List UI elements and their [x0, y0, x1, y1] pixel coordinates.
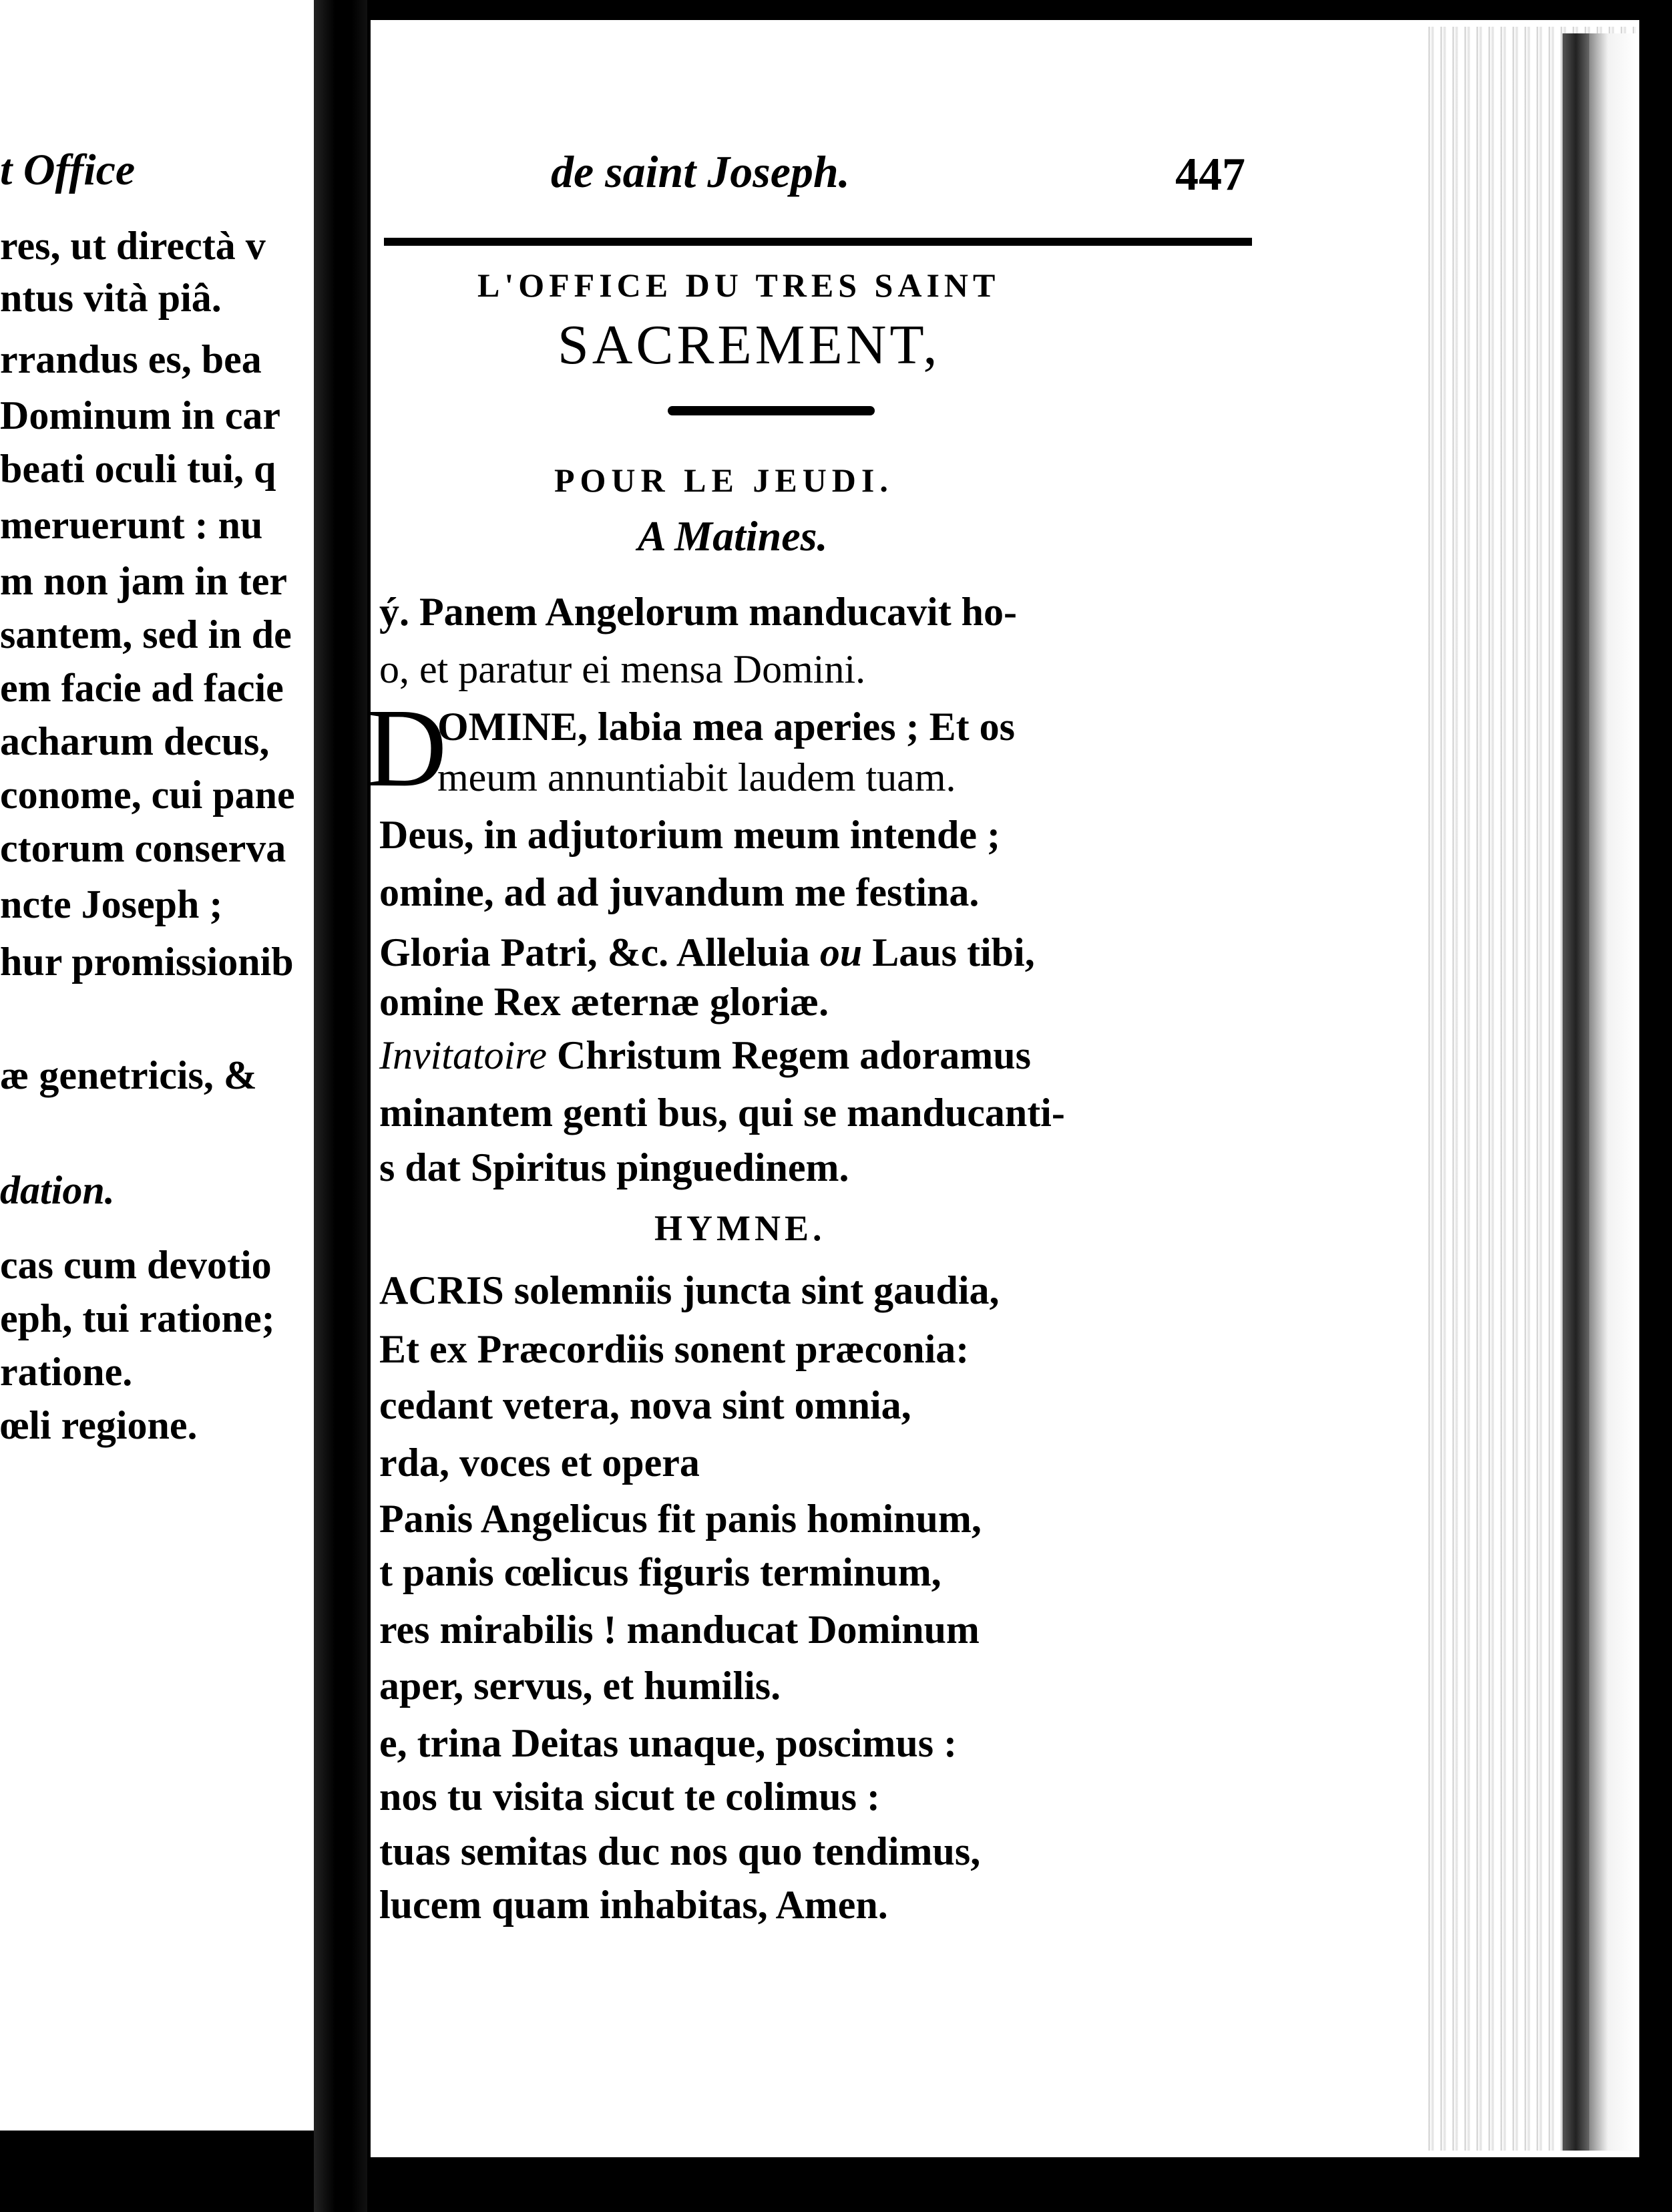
invitatory-line: [379, 1035, 1031, 1075]
hymn-line: rda, voces et opera: [379, 1441, 700, 1485]
prayer-line: omine Rex æternæ gloriæ.: [379, 980, 829, 1024]
hour-heading: A Matines.: [638, 512, 828, 560]
left-text-line: eph, tui ratione;: [0, 1296, 275, 1340]
left-text-line: ncte Joseph ;: [0, 882, 223, 926]
page-edges-shadow: [1562, 33, 1589, 2151]
left-text-line: beati oculi tui, q: [0, 447, 276, 491]
office-title-main: SACREMENT,: [558, 314, 941, 376]
prayer-text: ou: [819, 930, 863, 974]
invitatory-line: s dat Spiritus pinguedinem.: [379, 1145, 849, 1189]
day-heading: POUR LE JEUDI.: [554, 462, 893, 499]
left-text-line: ctorum conserva: [0, 826, 286, 870]
hymn-line: t panis cœlicus figuris terminum,: [379, 1550, 942, 1594]
prayer-text: Gloria Patri, &c. Alleluia: [379, 930, 820, 974]
office-title: L'OFFICE DU TRES SAINT: [477, 266, 1000, 304]
versicle-line: o, et paratur ei mensa Domini.: [379, 647, 866, 691]
prayer-line: OMINE, labia mea aperies ; Et os: [437, 705, 1015, 749]
left-text-line: dation.: [0, 1168, 115, 1212]
invitatory-text: Christum Regem adoramus: [547, 1033, 1031, 1077]
hymn-heading: HYMNE.: [654, 1208, 826, 1248]
left-text-line: m non jam in ter: [0, 559, 287, 603]
left-text-line: conome, cui pane: [0, 773, 295, 817]
hymn-line: nos tu visita sicut te colimus :: [379, 1775, 880, 1819]
hymn-line: tuas semitas duc nos quo tendimus,: [379, 1829, 981, 1873]
ornamental-rule: [668, 406, 875, 415]
left-text-line: meruerunt : nu: [0, 503, 263, 547]
hymn-line: cedant vetera, nova sint omnia,: [379, 1383, 911, 1427]
prayer-line: omine, ad ad juvandum me festina.: [379, 870, 980, 914]
hymn-line: res mirabilis ! manducat Dominum: [379, 1608, 980, 1652]
prayer-text: Laus tibi,: [862, 930, 1035, 974]
page-number: 447: [1175, 149, 1245, 200]
header-rule: [384, 238, 1252, 246]
left-running-head: t Office: [0, 146, 136, 194]
drop-cap: D: [366, 686, 447, 810]
prayer-line: meum annuntiabit laudem tuam.: [437, 755, 956, 799]
left-text-line: rrandus es, bea: [0, 337, 262, 381]
invitatory-label: Invitatoire: [379, 1033, 548, 1077]
hymn-line: ACRIS solemniis juncta sint gaudia,: [379, 1268, 1000, 1312]
left-text-line: æ genetricis, &: [0, 1053, 257, 1097]
invitatory-line: minantem genti bus, qui se manducanti-: [379, 1091, 1065, 1135]
left-text-line: Dominum in car: [0, 393, 280, 437]
hymn-line: Et ex Præcordiis sonent præconia:: [379, 1327, 970, 1371]
book-cover-edge: [1589, 33, 1636, 2151]
left-text-line: santem, sed in de: [0, 612, 292, 657]
hymn-line: aper, servus, et humilis.: [379, 1664, 781, 1708]
left-text-line: hur promissionib: [0, 940, 294, 984]
left-text-line: em facie ad facie: [0, 666, 284, 710]
left-text-line: res, ut directà v: [0, 224, 266, 268]
left-text-line: œli regione.: [0, 1403, 198, 1447]
running-head: de saint Joseph.: [551, 146, 850, 197]
hymn-line: Panis Angelicus fit panis hominum,: [379, 1497, 982, 1541]
versicle-line: ý. Panem Angelorum manducavit ho-: [379, 590, 1018, 634]
left-text-line: ratione.: [0, 1350, 133, 1394]
hymn-line: e, trina Deitas unaque, poscimus :: [379, 1721, 958, 1765]
hymn-line: lucem quam inhabitas, Amen.: [379, 1883, 888, 1927]
left-text-line: ntus vità piâ.: [0, 276, 222, 320]
left-text-line: cas cum devotio: [0, 1243, 272, 1287]
prayer-line: Deus, in adjutorium meum intende ;: [379, 813, 1001, 857]
left-text-line: acharum decus,: [0, 719, 270, 763]
prayer-line: [379, 932, 1035, 972]
book-gutter: [314, 0, 367, 2212]
left-page: [0, 0, 327, 2131]
